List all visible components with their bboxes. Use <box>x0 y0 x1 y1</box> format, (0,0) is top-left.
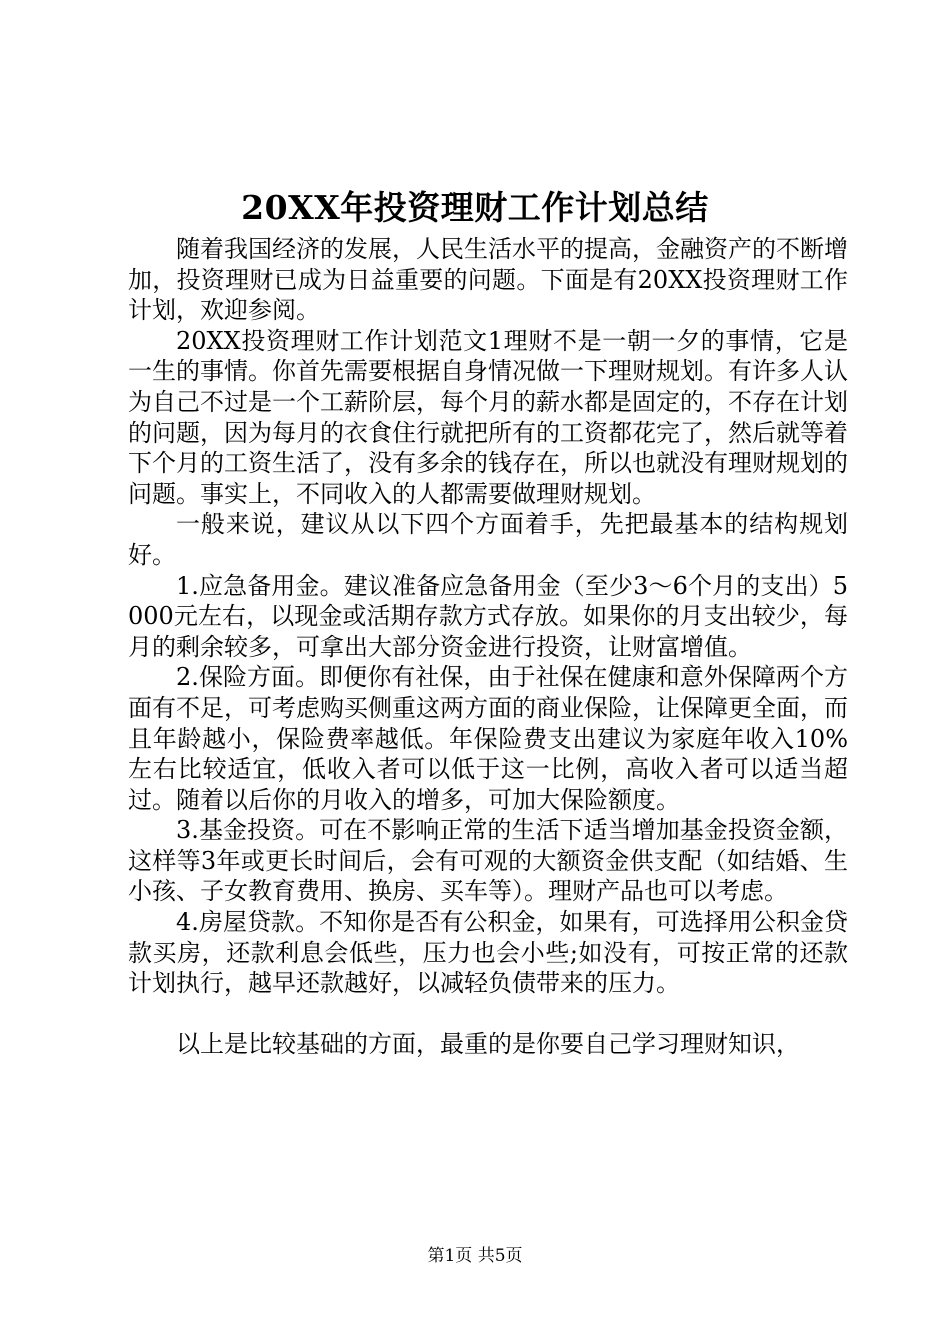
paragraph-intro: 随着我国经济的发展，人民生活水平的提高，金融资产的不断增加，投资理财已成为日益重要的问题。下面是有20XX投资理财工作计划，欢迎参阅。 <box>128 235 848 325</box>
document-body <box>128 234 848 1059</box>
page-footer: 第1页 共5页 <box>427 1246 523 1266</box>
paragraph-overview: 一般来说，建议从以下四个方面着手，先把最基本的结构规划好。 <box>128 510 848 569</box>
paragraph-fund-investment: 3.基金投资。可在不影响正常的生活下适当增加基金投资金额，这样等3年或更长时间后，会有可观的大额资金供支配（如结婚、生小孩、子女教育费用、换房、买车等）。理财产品也可以考虑。 <box>128 816 848 906</box>
paragraph-conclusion: 以上是比较基础的方面，最重的是你要自己学习理财知识， <box>176 1029 800 1058</box>
paragraph-insurance: 2.保险方面。即便你有社保，由于社保在健康和意外保障两个方面有不足，可考虑购买侧重这两方面的商业保险，让保障更全面，而且年龄越小，保险费率越低。年保险费支出建议为家庭年收入10%左右比较适宜，低收入者可以低于这一比例，高收入者可以适当超过。随着以后你的月收入的增多，可加大保险额度。 <box>128 663 848 814</box>
paragraph-emergency-fund: 1.应急备用金。建议准备应急备用金（至少3～6个月的支出）5000元左右，以现金或活期存款方式存放。如果你的月支出较少，每月的剩余较多，可拿出大部分资金进行投资，让财富增值。 <box>128 571 848 661</box>
paragraph-sample-1: 20XX投资理财工作计划范文1理财不是一朝一夕的事情，它是一生的事情。你首先需要根据自身情况做一下理财规划。有许多人认为自己不过是一个工薪阶层，每个月的薪水都是固定的，不存在计划的问题，因为每月的衣食住行就把所有的工资都花完了，然后就等着下个月的工资生活了，没有多余的钱存在，所以也就没有理财规划的问题。事实上，不同收入的人都需要做理财规划。 <box>128 326 848 508</box>
paragraph-housing-loan: 4.房屋贷款。不知你是否有公积金，如果有，可选择用公积金贷款买房，还款利息会低些，压力也会小些;如没有，可按正常的还款计划执行，越早还款越好，以减轻负债带来的压力。 <box>128 908 848 998</box>
document-title: 20XX年投资理财工作计划总结 <box>241 188 709 227</box>
